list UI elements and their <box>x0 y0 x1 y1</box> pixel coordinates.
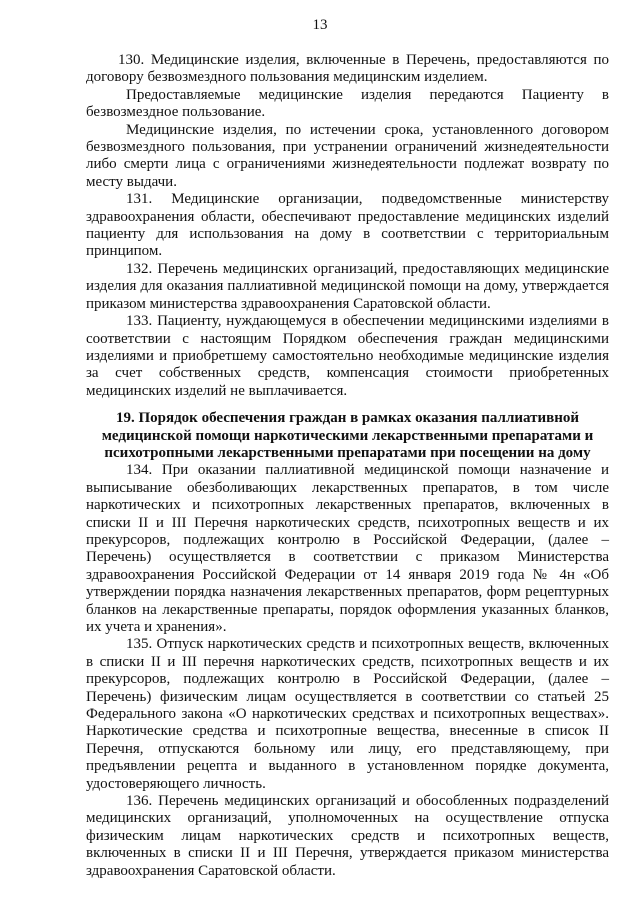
page-number: 13 <box>312 17 328 33</box>
paragraph-132: 132. Перечень медицинских организаций, предоставляющих медицинские изделия для оказания паллиативной медицинской помощи на дому, утверждается приказом министерства здравоохранения Саратовской области. <box>86 260 609 312</box>
section-spacer <box>86 400 609 410</box>
paragraph-131: 131. Медицинские организации, подведомственные министерству здравоохранения области, обеспечивают предоставление медицинских изделий пациенту для использования на дому в соответствии с территориальным принципом. <box>86 191 609 260</box>
document-body <box>86 52 609 880</box>
paragraph-133: 133. Пациенту, нуждающемуся в обеспечении медицинскими изделиями в соответствии с настоящим Порядком обеспечения граждан медицинскими изделиями и приобретшему самостоятельно необходимые медицинские изделия за счет собственных средств, компенсация стоимости приобретенных медицинских изделий не выплачивается. <box>86 313 609 399</box>
paragraph-136: 136. Перечень медицинских организаций и обособленных подразделений медицинских организаций, уполномоченных на осуществление отпуска физическим лицам наркотических средств и психотропных веществ, включенных в списки II и III Перечня, утверждается приказом министерства здравоохранения Саратовской области. <box>86 793 609 879</box>
paragraph-130: 130. Медицинские изделия, включенные в Перечень, предоставляются по договору безвозмездного пользования медицинским изделием. <box>86 52 609 86</box>
paragraph-130-return: Медицинские изделия, по истечении срока, установленного договором безвозмездного пользования, при устранении ограничений жизнедеятельности либо смерти лица с ограничениями жизнедеятельности подлежат возврату по месту выдачи. <box>86 121 609 190</box>
paragraph-134: 134. При оказании паллиативной медицинской помощи назначение и выписывание обезболивающих лекарственных препаратов, в том числе наркотических и психотропных лекарственных препаратов, включенных в списки II и III Перечня наркотических средств, психотропных веществ и их прекурсоров, подлежащих контролю в Российской Федерации, (далее – Перечень) осуществляется в соответствии с приказом Министерства здравоохранения Российской Федерации от 14 января 2019 года № 4н «Об утверждении порядка назначения лекарственных препаратов, форм рецептурных бланков на лекарственные препараты, порядок оформления указанных бланков, их учета и хранения». <box>86 462 609 635</box>
paragraph-135: 135. Отпуск наркотических средств и психотропных веществ, включенных в списки II и III перечня наркотических средств, психотропных веществ и их прекурсоров, подлежащих контролю в Российской Федерации, (далее – Перечень) физическим лицам осуществляется в соответствии со статьей 25 Федерального закона «О наркотических средствах и психотропных веществах». Наркотические средства и психотропные вещества, внесенные в список II Перечня, отпускаются больному или лицу, его представляющему, при предъявлении рецепта и выданного в установленном порядке документа, удостоверяющего личность. <box>86 636 609 792</box>
paragraph-130-transfer: Предоставляемые медицинские изделия передаются Пациенту в безвозмездное пользование. <box>86 86 609 121</box>
section-heading: 19. Порядок обеспечения граждан в рамках оказания паллиативной медицинской помощи наркотическими лекарственными препаратами и психотропными лекарственными препаратами при посещении на дому <box>101 410 594 461</box>
